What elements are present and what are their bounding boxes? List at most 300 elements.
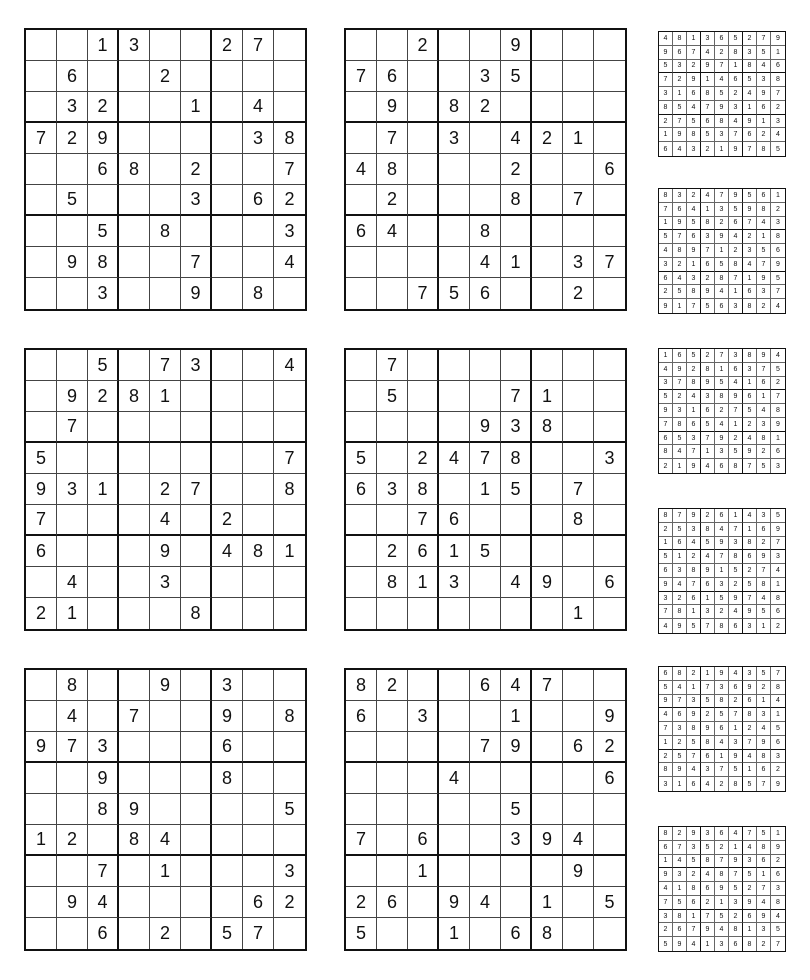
- sudoku-cell: 3: [729, 299, 743, 313]
- sudoku-cell: 4: [771, 349, 785, 363]
- sudoku-cell: 1: [673, 777, 687, 791]
- sudoku-cell: 7: [701, 101, 715, 115]
- sudoku-cell: 3: [181, 350, 212, 381]
- sudoku-cell: [501, 598, 532, 629]
- sudoku-cell: 5: [346, 918, 377, 949]
- sudoku-cell: 9: [687, 509, 701, 523]
- sudoku-cell: 4: [729, 377, 743, 391]
- sudoku-cell: [181, 825, 212, 856]
- sudoku-cell: 7: [743, 827, 757, 841]
- sudoku-cell: [26, 30, 57, 61]
- sudoku-cell: 4: [687, 101, 701, 115]
- sudoku-cell: 6: [743, 285, 757, 299]
- sudoku-cell: [532, 278, 563, 309]
- sudoku-cell: 7: [470, 732, 501, 763]
- sudoku-cell: 1: [57, 598, 88, 629]
- sudoku-cell: 7: [408, 505, 439, 536]
- sudoku-cell: [57, 154, 88, 185]
- sudoku-cell: 8: [743, 708, 757, 722]
- sudoku-cell: 4: [771, 910, 785, 924]
- sudoku-cell: [88, 701, 119, 732]
- sudoku-cell: 3: [743, 363, 757, 377]
- sudoku-cell: 4: [501, 123, 532, 154]
- sudoku-cell: 9: [701, 285, 715, 299]
- sudoku-cell: 3: [701, 605, 715, 619]
- sudoku-cell: [563, 567, 594, 598]
- sudoku-cell: 3: [88, 278, 119, 309]
- sudoku-cell: [563, 794, 594, 825]
- sudoku-cell: [346, 412, 377, 443]
- sudoku-cell: [150, 154, 181, 185]
- sudoku-cell: 8: [243, 536, 274, 567]
- sudoku-cell: 4: [701, 777, 715, 791]
- sudoku-cell: 3: [57, 92, 88, 123]
- sudoku-cell: 1: [729, 841, 743, 855]
- sudoku-cell: 8: [729, 459, 743, 473]
- sudoku-cell: 2: [771, 855, 785, 869]
- sudoku-cell: 9: [57, 381, 88, 412]
- sudoku-cell: 4: [274, 350, 305, 381]
- sudoku-cell: 1: [532, 887, 563, 918]
- sudoku-cell: 9: [729, 390, 743, 404]
- sudoku-cell: [274, 567, 305, 598]
- sudoku-cell: 1: [659, 349, 673, 363]
- sudoku-cell: 4: [88, 887, 119, 918]
- sudoku-cell: 6: [771, 60, 785, 74]
- sudoku-cell: 7: [659, 722, 673, 736]
- sudoku-cell: 3: [57, 474, 88, 505]
- sudoku-cell: 5: [729, 763, 743, 777]
- sudoku-cell: 2: [687, 189, 701, 203]
- sudoku-cell: 7: [687, 750, 701, 764]
- sudoku-cell: 6: [687, 230, 701, 244]
- sudoku-cell: 3: [243, 123, 274, 154]
- sudoku-cell: 2: [743, 564, 757, 578]
- sudoku-cell: [26, 856, 57, 887]
- sudoku-cell: 4: [729, 115, 743, 129]
- sudoku-cell: 6: [715, 827, 729, 841]
- sudoku-cell: 8: [687, 564, 701, 578]
- sudoku-cell: 3: [659, 377, 673, 391]
- sudoku-cell: 6: [673, 349, 687, 363]
- sudoku-cell: 8: [346, 670, 377, 701]
- sudoku-cell: [532, 856, 563, 887]
- sudoku-cell: [57, 536, 88, 567]
- sudoku-cell: 7: [119, 701, 150, 732]
- sudoku-cell: 7: [408, 278, 439, 309]
- sudoku-cell: 8: [757, 432, 771, 446]
- sudoku-cell: 7: [673, 115, 687, 129]
- sudoku-cell: 6: [673, 923, 687, 937]
- sudoku-cell: [150, 30, 181, 61]
- sudoku-cell: 2: [346, 887, 377, 918]
- sudoku-cell: 9: [673, 763, 687, 777]
- sudoku-cell: [150, 732, 181, 763]
- sudoku-cell: 8: [150, 216, 181, 247]
- sudoku-cell: 7: [771, 537, 785, 551]
- sudoku-cell: 8: [274, 701, 305, 732]
- sudoku-cell: 4: [771, 695, 785, 709]
- sudoku-cell: [377, 856, 408, 887]
- sudoku-cell: 6: [346, 701, 377, 732]
- sudoku-cell: 3: [757, 708, 771, 722]
- sudoku-cell: 4: [729, 827, 743, 841]
- sudoku-cell: 6: [757, 855, 771, 869]
- sudoku-cell: 9: [701, 60, 715, 74]
- sudoku-cell: 3: [563, 247, 594, 278]
- sudoku-cell: 1: [659, 855, 673, 869]
- sudoku-cell: [243, 825, 274, 856]
- sudoku-cell: 4: [687, 203, 701, 217]
- sudoku-cell: 3: [729, 101, 743, 115]
- sudoku-cell: 8: [729, 923, 743, 937]
- sudoku-cell: 8: [673, 32, 687, 46]
- sudoku-cell: 4: [212, 536, 243, 567]
- sudoku-cell: 4: [439, 763, 470, 794]
- sudoku-cell: [439, 247, 470, 278]
- sudoku-cell: 3: [729, 736, 743, 750]
- sudoku-cell: 1: [701, 667, 715, 681]
- sudoku-cell: 1: [439, 918, 470, 949]
- sudoku-cell: 2: [729, 578, 743, 592]
- sudoku-cell: [243, 247, 274, 278]
- sudoku-cell: 7: [729, 128, 743, 142]
- sudoku-cell: 8: [757, 578, 771, 592]
- sudoku-cell: [150, 763, 181, 794]
- sudoku-cell: [150, 598, 181, 629]
- sudoku-cell: 5: [729, 445, 743, 459]
- sudoku-cell: 3: [659, 258, 673, 272]
- sudoku-cell: 3: [743, 46, 757, 60]
- sudoku-cell: 5: [715, 592, 729, 606]
- sudoku-cell: 3: [776, 462, 780, 470]
- sudoku-cell: 2: [659, 285, 673, 299]
- sudoku-cell: 4: [757, 60, 771, 74]
- sudoku-cell: 7: [150, 350, 181, 381]
- sudoku-cell: [212, 92, 243, 123]
- sudoku-cell: [439, 216, 470, 247]
- sudoku-cell: 4: [150, 505, 181, 536]
- sudoku-cell: 4: [659, 363, 673, 377]
- sudoku-cell: 5: [743, 73, 757, 87]
- sudoku-cell: 1: [743, 523, 757, 537]
- sudoku-cell: 9: [659, 404, 673, 418]
- sudoku-cell: [119, 567, 150, 598]
- sudoku-solution-3: [658, 348, 786, 474]
- sudoku-cell: 6: [687, 896, 701, 910]
- sudoku-cell: [346, 381, 377, 412]
- sudoku-cell: 1: [563, 123, 594, 154]
- sudoku-cell: 8: [88, 247, 119, 278]
- sudoku-cell: 7: [532, 670, 563, 701]
- sudoku-cell: 3: [743, 667, 757, 681]
- sudoku-cell: 3: [701, 32, 715, 46]
- sudoku-cell: [274, 598, 305, 629]
- sudoku-cell: 4: [563, 825, 594, 856]
- sudoku-cell: 2: [212, 30, 243, 61]
- sudoku-cell: [501, 536, 532, 567]
- sudoku-cell: 9: [729, 750, 743, 764]
- sudoku-cell: [346, 185, 377, 216]
- sudoku-cell: 7: [274, 443, 305, 474]
- sudoku-cell: 5: [743, 578, 757, 592]
- sudoku-cell: 5: [701, 418, 715, 432]
- sudoku-cell: [181, 61, 212, 92]
- sudoku-cell: 9: [757, 272, 771, 286]
- sudoku-cell: 9: [757, 550, 771, 564]
- sudoku-cell: 5: [771, 272, 785, 286]
- sudoku-cell: 6: [346, 216, 377, 247]
- sudoku-cell: [26, 61, 57, 92]
- sudoku-cell: 8: [673, 910, 687, 924]
- sudoku-cell: 9: [377, 92, 408, 123]
- sudoku-cell: 8: [659, 763, 673, 777]
- sudoku-cell: 1: [88, 30, 119, 61]
- sudoku-cell: [26, 92, 57, 123]
- sudoku-cell: [408, 92, 439, 123]
- sudoku-cell: 3: [701, 763, 715, 777]
- sudoku-cell: 3: [757, 285, 771, 299]
- sudoku-cell: 9: [771, 258, 785, 272]
- sudoku-cell: [346, 763, 377, 794]
- sudoku-cell: [212, 154, 243, 185]
- sudoku-cell: 4: [243, 92, 274, 123]
- sudoku-cell: 8: [687, 882, 701, 896]
- sudoku-cell: 1: [673, 87, 687, 101]
- sudoku-cell: 8: [673, 605, 687, 619]
- sudoku-cell: 4: [57, 701, 88, 732]
- sudoku-cell: 8: [439, 92, 470, 123]
- sudoku-cell: 9: [673, 363, 687, 377]
- sudoku-cell: 2: [701, 896, 715, 910]
- sudoku-cell: 1: [88, 474, 119, 505]
- sudoku-cell: 2: [687, 667, 701, 681]
- sudoku-cell: 8: [771, 896, 785, 910]
- sudoku-cell: 1: [673, 550, 687, 564]
- sudoku-cell: [346, 247, 377, 278]
- sudoku-cell: [594, 216, 625, 247]
- sudoku-cell: 2: [776, 622, 780, 630]
- sudoku-cell: 8: [501, 443, 532, 474]
- sudoku-cell: 6: [687, 87, 701, 101]
- sudoku-cell: 5: [729, 32, 743, 46]
- sudoku-cell: 3: [659, 592, 673, 606]
- sudoku-cell: 8: [729, 46, 743, 60]
- sudoku-cell: 4: [57, 567, 88, 598]
- sudoku-cell: 5: [673, 523, 687, 537]
- sudoku-cell: [88, 598, 119, 629]
- sudoku-cell: 1: [687, 32, 701, 46]
- sudoku-cell: [26, 887, 57, 918]
- sudoku-cell: 7: [729, 272, 743, 286]
- sudoku-cell: 5: [377, 381, 408, 412]
- sudoku-cell: [119, 918, 150, 949]
- sudoku-cell: 3: [771, 217, 785, 231]
- sudoku-cell: [408, 763, 439, 794]
- sudoku-cell: [119, 856, 150, 887]
- sudoku-cell: 1: [532, 381, 563, 412]
- sudoku-cell: [594, 474, 625, 505]
- sudoku-cell: 7: [181, 247, 212, 278]
- sudoku-cell: 1: [659, 128, 673, 142]
- sudoku-cell: 1: [757, 390, 771, 404]
- sudoku-cell: 8: [729, 777, 743, 791]
- sudoku-cell: 9: [26, 732, 57, 763]
- sudoku-cell: [212, 412, 243, 443]
- sudoku-cell: 9: [715, 101, 729, 115]
- sudoku-cell: 7: [594, 247, 625, 278]
- sudoku-cell: 5: [88, 350, 119, 381]
- sudoku-cell: 7: [563, 474, 594, 505]
- sudoku-cell: 2: [771, 101, 785, 115]
- sudoku-cell: 2: [26, 598, 57, 629]
- sudoku-cell: 6: [715, 722, 729, 736]
- sudoku-cell: [243, 505, 274, 536]
- sudoku-cell: 6: [563, 732, 594, 763]
- sudoku-cell: [181, 443, 212, 474]
- sudoku-cell: 2: [715, 46, 729, 60]
- sudoku-cell: 4: [743, 432, 757, 446]
- sudoku-cell: 8: [757, 750, 771, 764]
- sudoku-cell: 2: [88, 92, 119, 123]
- sudoku-cell: [532, 505, 563, 536]
- sudoku-cell: [501, 505, 532, 536]
- sudoku-cell: [439, 154, 470, 185]
- sudoku-cell: 3: [771, 750, 785, 764]
- sudoku-cell: 2: [701, 272, 715, 286]
- sudoku-cell: 4: [757, 896, 771, 910]
- sudoku-cell: 1: [757, 619, 771, 633]
- sudoku-cell: 2: [673, 258, 687, 272]
- sudoku-cell: [532, 536, 563, 567]
- sudoku-cell: [181, 670, 212, 701]
- sudoku-cell: [470, 701, 501, 732]
- sudoku-cell: 8: [743, 937, 757, 951]
- sudoku-cell: [212, 61, 243, 92]
- sudoku-cell: 6: [659, 564, 673, 578]
- sudoku-cell: [346, 567, 377, 598]
- sudoku-cell: 5: [673, 101, 687, 115]
- sudoku-cell: [243, 443, 274, 474]
- sudoku-cell: [470, 350, 501, 381]
- sudoku-cell: [26, 918, 57, 949]
- sudoku-cell: [439, 732, 470, 763]
- sudoku-cell: 9: [743, 115, 757, 129]
- sudoku-cell: 7: [743, 217, 757, 231]
- sudoku-cell: 7: [757, 258, 771, 272]
- sudoku-cell: 5: [729, 564, 743, 578]
- sudoku-cell: 3: [701, 390, 715, 404]
- sudoku-cell: 9: [715, 882, 729, 896]
- sudoku-cell: [119, 61, 150, 92]
- sudoku-cell: 4: [501, 670, 532, 701]
- sudoku-cell: [532, 216, 563, 247]
- sudoku-cell: 4: [715, 923, 729, 937]
- sudoku-cell: 4: [659, 244, 673, 258]
- sudoku-cell: [408, 918, 439, 949]
- sudoku-cell: 3: [470, 61, 501, 92]
- sudoku-cell: 5: [687, 619, 701, 633]
- sudoku-cell: 2: [150, 474, 181, 505]
- sudoku-cell: 5: [470, 536, 501, 567]
- sudoku-cell: 3: [687, 841, 701, 855]
- sudoku-cell: 9: [673, 128, 687, 142]
- sudoku-cell: [119, 536, 150, 567]
- sudoku-cell: 6: [743, 128, 757, 142]
- sudoku-cell: 5: [26, 443, 57, 474]
- sudoku-cell: 8: [563, 505, 594, 536]
- sudoku-cell: [26, 216, 57, 247]
- sudoku-cell: [377, 763, 408, 794]
- sudoku-cell: [243, 350, 274, 381]
- sudoku-cell: 4: [673, 681, 687, 695]
- sudoku-cell: 1: [729, 60, 743, 74]
- sudoku-cell: 7: [243, 30, 274, 61]
- sudoku-cell: 7: [729, 708, 743, 722]
- sudoku-cell: [594, 30, 625, 61]
- sudoku-cell: 9: [743, 681, 757, 695]
- sudoku-cell: 6: [729, 73, 743, 87]
- sudoku-cell: 1: [757, 115, 771, 129]
- sudoku-cell: 6: [673, 46, 687, 60]
- sudoku-cell: 3: [594, 443, 625, 474]
- sudoku-cell: 9: [659, 46, 673, 60]
- sudoku-cell: 2: [757, 537, 771, 551]
- sudoku-cell: 2: [701, 349, 715, 363]
- sudoku-cell: 1: [687, 910, 701, 924]
- sudoku-cell: 1: [181, 92, 212, 123]
- sudoku-cell: 5: [757, 827, 771, 841]
- sudoku-cell: 9: [757, 87, 771, 101]
- sudoku-cell: [57, 30, 88, 61]
- sudoku-cell: 8: [687, 128, 701, 142]
- sudoku-cell: 6: [687, 418, 701, 432]
- sudoku-cell: 4: [687, 537, 701, 551]
- sudoku-cell: 4: [659, 882, 673, 896]
- sudoku-cell: [243, 670, 274, 701]
- sudoku-cell: 4: [439, 443, 470, 474]
- sudoku-cell: [274, 412, 305, 443]
- sudoku-cell: [377, 247, 408, 278]
- sudoku-cell: 8: [673, 418, 687, 432]
- sudoku-cell: 8: [743, 349, 757, 363]
- sudoku-cell: [470, 154, 501, 185]
- sudoku-cell: 9: [687, 459, 701, 473]
- sudoku-cell: 2: [743, 32, 757, 46]
- sudoku-cell: 7: [757, 564, 771, 578]
- sudoku-cell: 7: [563, 185, 594, 216]
- sudoku-cell: 1: [408, 567, 439, 598]
- sudoku-cell: 2: [771, 763, 785, 777]
- sudoku-cell: 2: [771, 377, 785, 391]
- sudoku-cell: 9: [757, 910, 771, 924]
- sudoku-cell: 5: [701, 841, 715, 855]
- sudoku-cell: [150, 794, 181, 825]
- sudoku-cell: [377, 412, 408, 443]
- sudoku-cell: [532, 30, 563, 61]
- sudoku-cell: 1: [743, 272, 757, 286]
- sudoku-cell: 4: [771, 128, 785, 142]
- sudoku-cell: 9: [715, 432, 729, 446]
- sudoku-cell: 6: [757, 189, 771, 203]
- sudoku-cell: 9: [776, 780, 780, 788]
- sudoku-cell: [243, 61, 274, 92]
- sudoku-cell: 1: [715, 896, 729, 910]
- sudoku-cell: 2: [757, 128, 771, 142]
- sudoku-cell: [119, 887, 150, 918]
- sudoku-cell: 3: [757, 73, 771, 87]
- sudoku-cell: [88, 412, 119, 443]
